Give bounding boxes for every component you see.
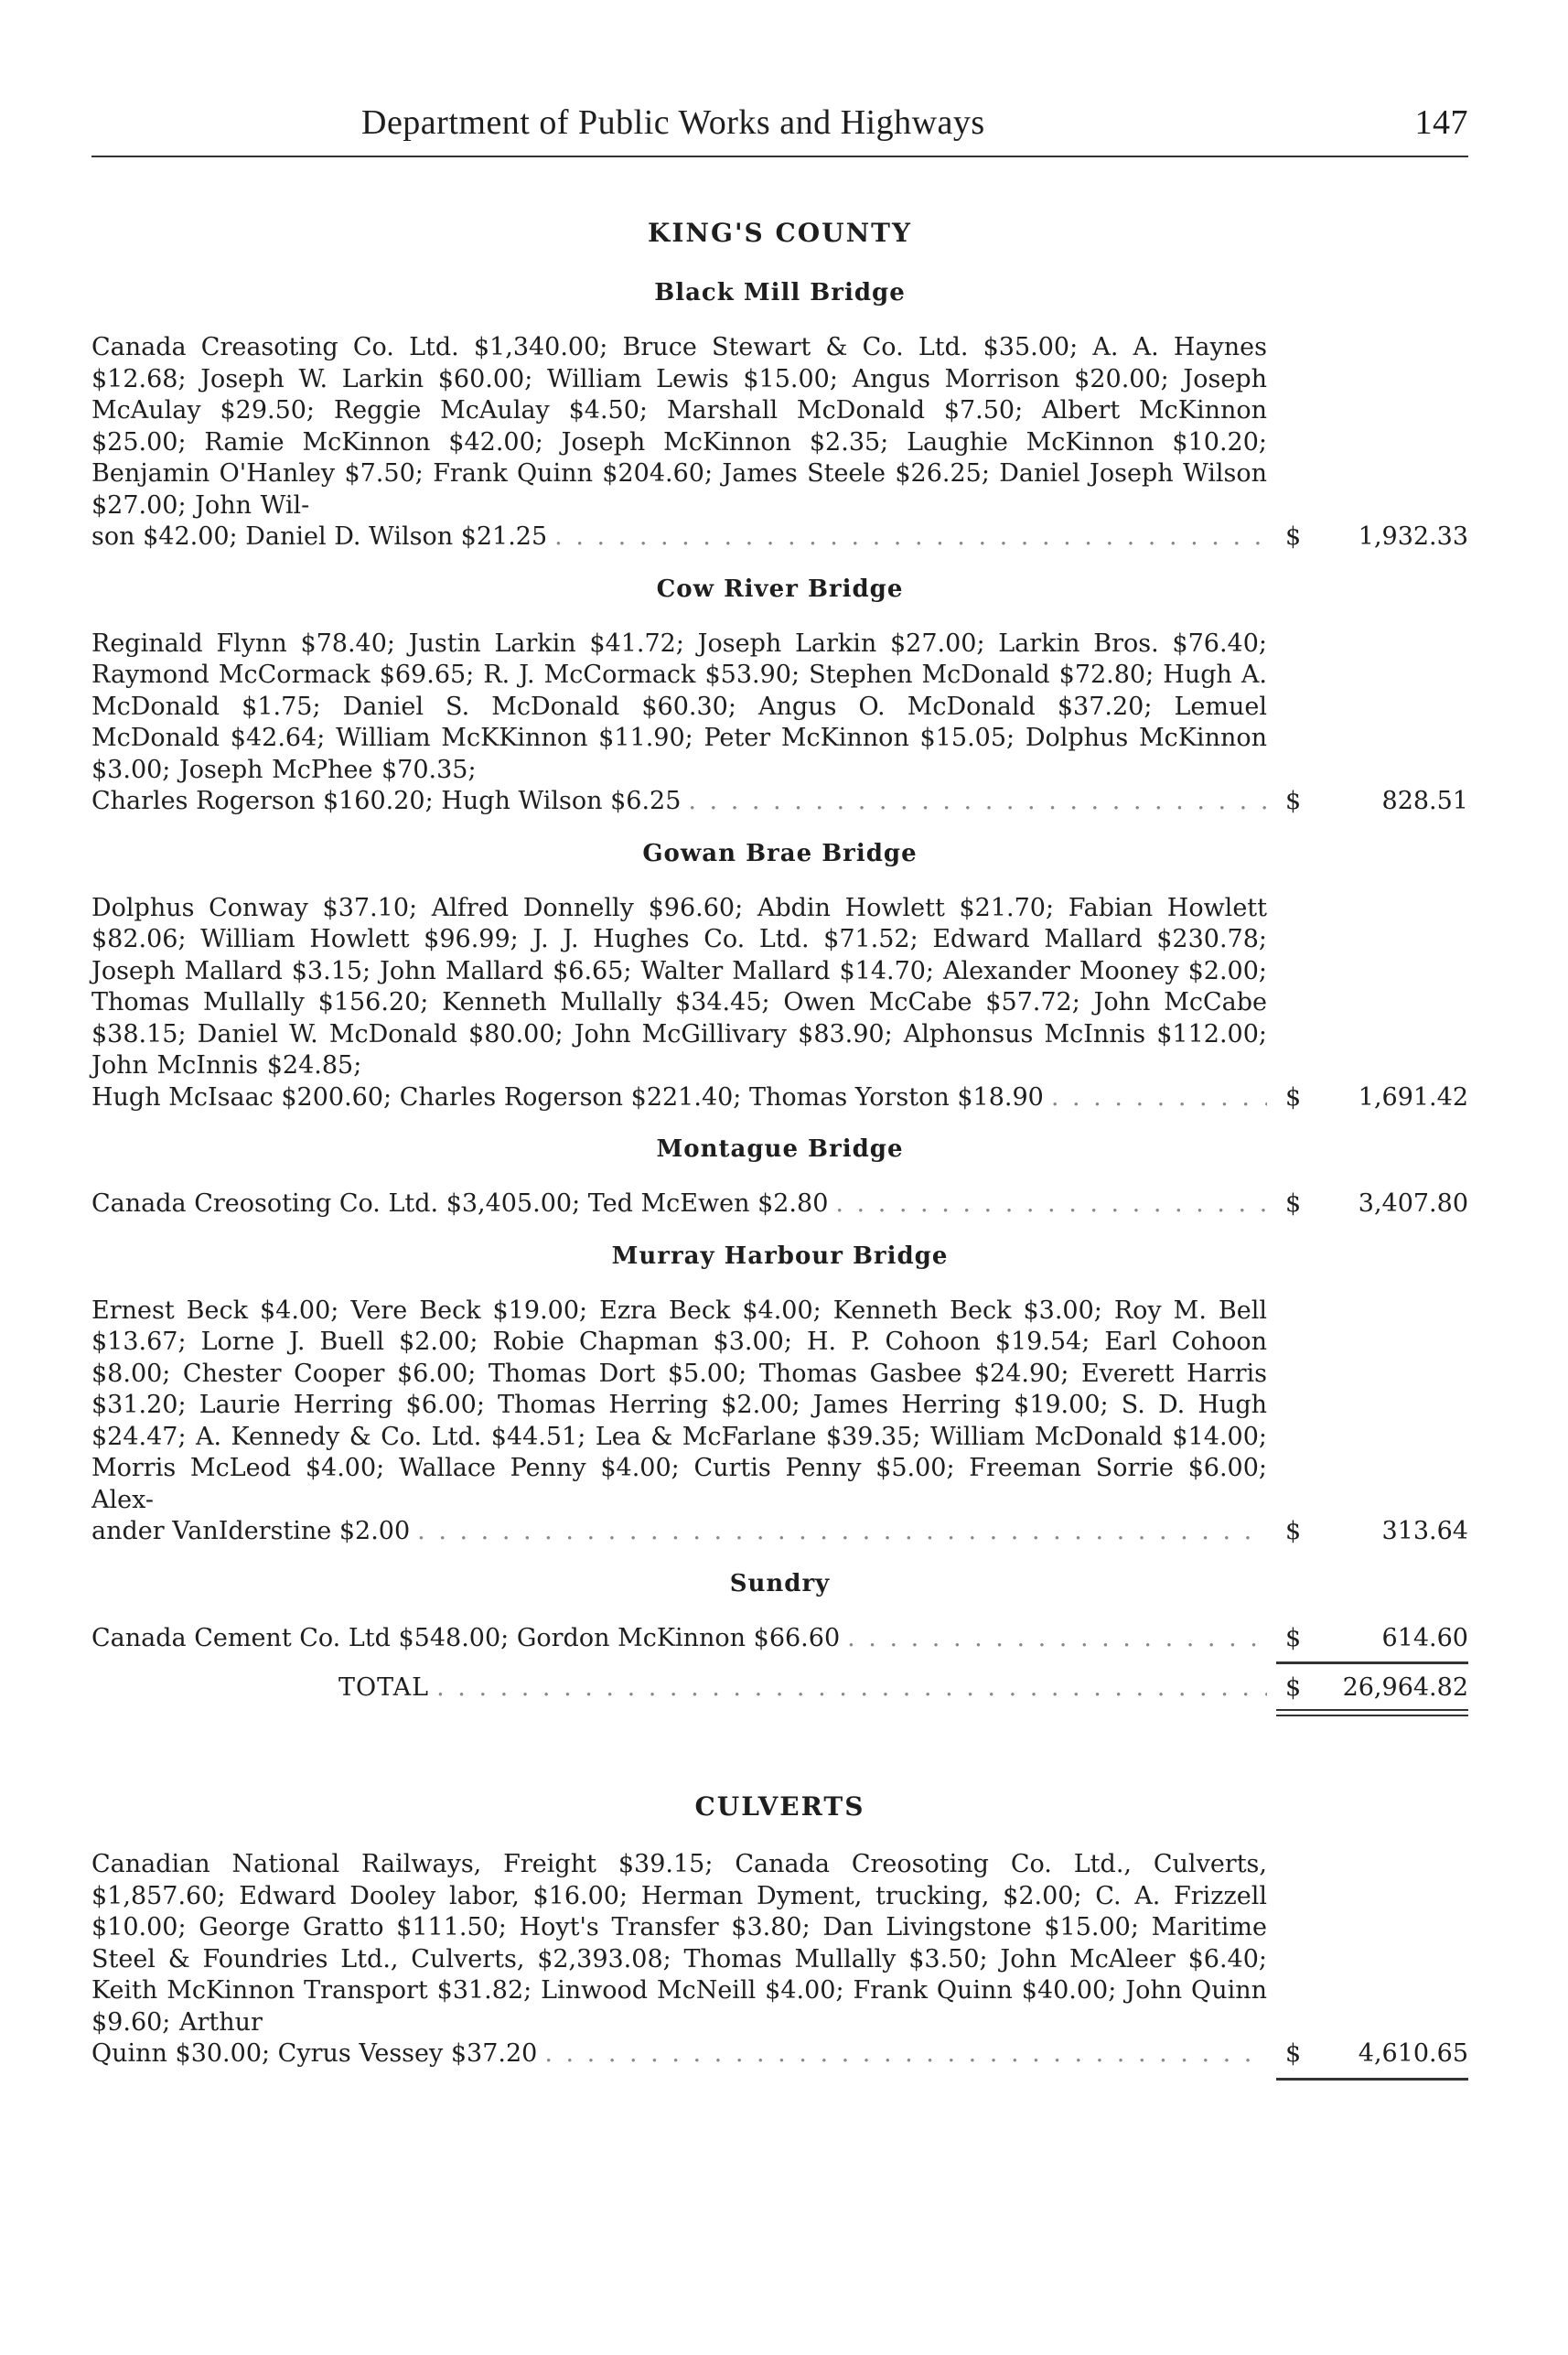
section-title: Sundry <box>729 1569 831 1597</box>
amount-value: 4,610.65 <box>1358 2039 1468 2068</box>
culverts-rule <box>1276 2078 1468 2081</box>
total-row <box>91 1673 1468 1702</box>
total-double-rule <box>1276 1709 1468 1716</box>
entry-last-line <box>91 2038 1267 2070</box>
entry-last-line <box>91 1082 1267 1114</box>
section-title: Montague Bridge <box>656 1135 904 1163</box>
expenditure-entry <box>91 629 1468 818</box>
amount-value: 828.51 <box>1381 787 1468 815</box>
subtotal-rule <box>1276 1661 1468 1664</box>
entry-amount <box>1267 1082 1468 1114</box>
dot-leader <box>417 1516 1267 1548</box>
entry-last-text: son $42.00; Daniel D. Wilson $21.25 <box>91 522 548 551</box>
currency-sign: $ <box>1285 1673 1302 1702</box>
running-header-title: Department of Public Works and Highways <box>361 103 985 142</box>
dot-leader <box>544 2038 1267 2070</box>
amount-value: 614.60 <box>1381 1623 1468 1652</box>
dot-leader <box>436 1673 1267 1702</box>
entry-last-text: Quinn $30.00; Cyrus Vessey $37.20 <box>91 2039 538 2068</box>
entry-last-line <box>91 786 1267 818</box>
expenditure-entry <box>91 893 1468 1114</box>
dot-leader <box>835 1188 1267 1221</box>
entry-amount <box>1267 1623 1468 1655</box>
dot-leader <box>554 522 1267 554</box>
entry-body <box>91 1188 1267 1221</box>
entry-body <box>91 1849 1267 2070</box>
entry-last-line <box>91 522 1267 554</box>
entry-body <box>91 893 1267 1114</box>
entry-amount <box>1267 522 1468 554</box>
currency-sign: $ <box>1285 1623 1302 1652</box>
currency-sign: $ <box>1285 1517 1302 1545</box>
amount-value: 1,932.33 <box>1358 522 1468 551</box>
dot-leader <box>688 786 1267 818</box>
entry-last-text: Canada Cement Co. Ltd $548.00; Gordon McKinnon $66.60 <box>91 1623 841 1652</box>
header-rule <box>91 156 1468 157</box>
total-label: TOTAL <box>338 1673 430 1702</box>
entry-amount <box>1267 1188 1468 1221</box>
page-number: 147 <box>1414 103 1468 142</box>
expenditure-entry <box>91 1849 1468 2070</box>
currency-sign: $ <box>1285 1082 1302 1112</box>
entry-text: Dolphus Conway $37.10; Alfred Donnelly $96.60; Abdin Howlett $21.70; Fabian Howlett $82.06; William Howlett $96.99; J. J. Hughes Co. Ltd. $71.52; Edward Mallard $230.78; Joseph Mallard $3.15; John Mallard $6.65; Walter Mallard $14.70; Alexander Mooney $2.00; Thomas Mullally $156.20; Kenneth Mullally $34.45; Owen McCabe $57.72; John McCabe $38.15; Daniel W. McDonald $80.00; John McGillivary $83.90; Alphonsus McInnis $112.00; John McInnis $24.85; <box>91 893 1267 1080</box>
entry-text: Reginald Flynn $78.40; Justin Larkin $41.72; Joseph Larkin $27.00; Larkin Bros. $76.40; Raymond McCormack $69.65; R. J. McCormack $53.90; Stephen McDonald $72.80; Hugh A. McDonald $1.75; Daniel S. McDonald $60.30; Angus O. McDonald $37.20; Lemuel McDonald $42.64; William McKKinnon $11.90; Peter McKinnon $15.05; Dolphus McKinnon $3.00; Joseph McPhee $70.35; <box>91 629 1267 784</box>
currency-sign: $ <box>1285 2039 1302 2068</box>
entry-last-text: Canada Creosoting Co. Ltd. $3,405.00; Ted McEwen $2.80 <box>91 1189 829 1218</box>
expenditure-entry <box>91 1296 1468 1548</box>
amount-value: 313.64 <box>1381 1517 1468 1545</box>
entry-last-line <box>91 1188 1267 1221</box>
dot-leader <box>847 1623 1267 1655</box>
entry-body <box>91 332 1267 554</box>
section-title: Murray Harbour Bridge <box>611 1242 949 1270</box>
entry-text: Canadian National Railways, Freight $39.15; Canada Creosoting Co. Ltd., Culverts, $1,857.60; Edward Dooley labor, $16.00; Herman Dyment, trucking, $2.00; C. A. Frizzell $10.00; George Gratto $111.50; Hoyt's Transfer $3.80; Dan Livingstone $15.00; Maritime Steel & Foundries Ltd., Culverts, $2,393.08; Thomas Mullally $3.50; John McAleer $6.40; Keith McKinnon Transport $31.82; Linwood McNeill $4.00; Frank Quinn $40.00; John Quinn $9.60; Arthur <box>91 1850 1267 2037</box>
entry-body <box>91 629 1267 818</box>
entry-amount <box>1267 786 1468 818</box>
running-header <box>91 91 1468 157</box>
amount-value: 1,691.42 <box>1358 1082 1468 1112</box>
culverts-heading: CULVERTS <box>694 1791 865 1822</box>
document-page <box>91 91 1468 2081</box>
entry-amount <box>1267 2038 1468 2070</box>
entry-last-text: Charles Rogerson $160.20; Hugh Wilson $6.25 <box>91 787 682 815</box>
amount-value: 26,964.82 <box>1342 1673 1468 1702</box>
entry-text: Ernest Beck $4.00; Vere Beck $19.00; Ezra Beck $4.00; Kenneth Beck $3.00; Roy M. Bell $13.67; Lorne J. Buell $2.00; Robie Chapman $3.00; H. P. Cohoon $19.54; Earl Cohoon $8.00; Chester Cooper $6.00; Thomas Dort $5.00; Thomas Gasbee $24.90; Everett Harris $31.20; Laurie Herring $6.00; Thomas Herring $2.00; James Herring $19.00; S. D. Hugh $24.47; A. Kennedy & Co. Ltd. $44.51; Lea & McFarlane $39.35; William McDonald $14.00; Morris McLeod $4.00; Wallace Penny $4.00; Curtis Penny $5.00; Freeman Sorrie $6.00; Alex- <box>91 1296 1267 1514</box>
currency-sign: $ <box>1285 522 1302 551</box>
section-title: Cow River Bridge <box>656 575 904 603</box>
entry-last-text: ander VanIderstine $2.00 <box>91 1517 411 1545</box>
dot-leader <box>1051 1082 1267 1114</box>
entry-last-line <box>91 1623 1267 1655</box>
entry-text: Canada Creasoting Co. Ltd. $1,340.00; Bruce Stewart & Co. Ltd. $35.00; A. A. Haynes $12.68; Joseph W. Larkin $60.00; William Lewis $15.00; Angus Morrison $20.00; Joseph McAulay $29.50; Reggie McAulay $4.50; Marshall McDonald $7.50; Albert McKinnon $25.00; Ramie McKinnon $42.00; Joseph McKinnon $2.35; Laughie McKinnon $10.20; Benjamin O'Hanley $7.50; Frank Quinn $204.60; James Steele $26.25; Daniel Joseph Wilson $27.00; John Wil- <box>91 333 1267 520</box>
entry-last-line <box>91 1516 1267 1548</box>
expenditure-entry <box>91 332 1468 554</box>
expenditure-entry <box>91 1188 1468 1221</box>
total-amount <box>1267 1673 1468 1702</box>
section-title: Black Mill Bridge <box>654 279 906 306</box>
entry-body <box>91 1623 1267 1655</box>
section-title: Gowan Brae Bridge <box>642 839 918 867</box>
county-heading: KING'S COUNTY <box>648 218 912 248</box>
entry-amount <box>1267 1516 1468 1548</box>
currency-sign: $ <box>1285 1189 1302 1218</box>
expenditure-entry <box>91 1623 1468 1655</box>
entry-body <box>91 1296 1267 1548</box>
amount-value: 3,407.80 <box>1358 1189 1468 1218</box>
currency-sign: $ <box>1285 787 1302 815</box>
entry-last-text: Hugh McIsaac $200.60; Charles Rogerson $221.40; Thomas Yorston $18.90 <box>91 1082 1044 1112</box>
